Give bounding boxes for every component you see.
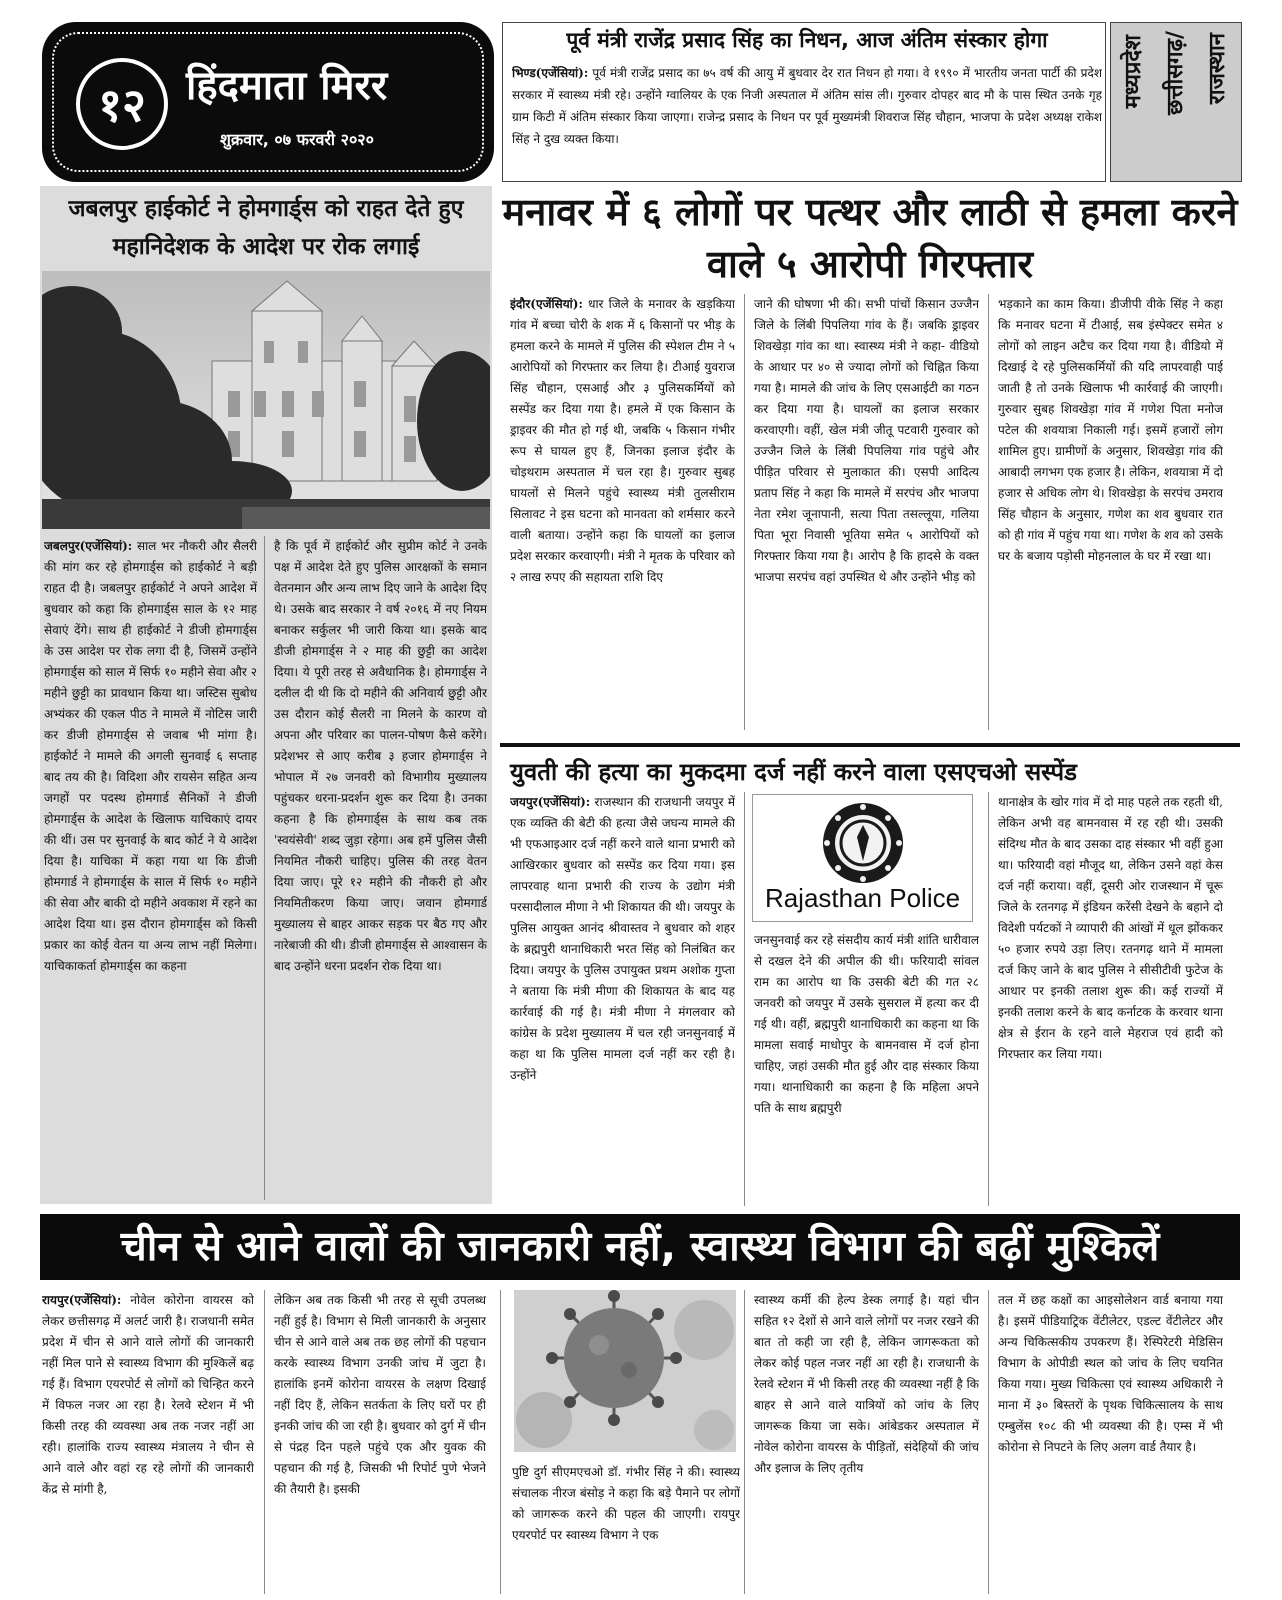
china-divider-2: [500, 1290, 501, 1594]
manawar-column-3: भड़काने का काम किया। डीजीपी वीके सिंह ने कहा कि मनावर घटना में टीआई, सब इंस्पेक्टर समेत ४ लोगों को लाइन अटैच कर दिया गया है। वीडियो में दिखाई दे रहे पुलिसकर्मियों की यदि लापरवाही पाई जाती है तो उनके खिलाफ भी कार्रवाई की जाएगी। गुरुवार सुबह शिवखेड़ा गांव में गणेश पिता मनोज पटेल की शवयात्रा निकाली गई। इसमें हजारों लोग शामिल हुए। ग्रामीणों के अनुसार, शिवखेड़ा गांव की आबादी लगभग एक हजार है। लेकिन, शवयात्रा में दो हजार से अधिक लोग थे। शिवखेड़ा के सरपंच उमराव सिंह चौहान के अनुसार, गणेश का शव बुधवार रात को ही गांव में पहुंच गया था। गणेश के शव को उसके घर के बजाय पड़ोसी मोहनलाल के घर में रखा था।: [998, 297, 1223, 563]
china-headline: चीन से आने वालों की जानकारी नहीं, स्वास्थ्य विभाग की बढ़ीं मुश्किलें: [120, 1222, 1160, 1270]
page-number: १२: [76, 58, 168, 150]
jaipur-column-1: [510, 792, 735, 1206]
rajasthan-police-logo: [752, 794, 973, 922]
china-column-2: लेकिन अब तक किसी भी तरह से सूची उपलब्ध नहीं हुई है। विभाग से मिली जानकारी के अनुसार चीन से आने वाले अब तक छह लोगों की पहचान करके स्वास्थ्य विभाग उनकी जांच में जुटा है। हालांकि इनमें कोरोना वायरस के लक्षण दिखाई नहीं दिए हैं, लेकिन सतर्कता के लिए घरों पर ही इनकी जांच की जा रही है। बुधवार को दुर्ग में चीन से पंद्रह दिन पहले पहुंचे एक और युवक की पहचान की गई है, जिसकी भी रिपोर्ट पुणे भेजने की तैयारी है। इसकी: [274, 1293, 486, 1496]
region-tab: [1110, 22, 1242, 182]
top-story-text: पूर्व मंत्री राजेंद्र प्रसाद का ७५ वर्ष की आयु में बुधवार देर रात निधन हो गया। वे १९९० में भारतीय जनता पार्टी की प्रदेश सरकार में स्वास्थ्य मंत्री रहे। उन्होंने ग्वालियर के एक निजी अस्पताल में अंतिम सांस ली। गुरुवार दोपहर बाद मौ के पास स्थित उनके गृह ग्राम किटी में अंतिम संस्कार किया जाएगा। राजेन्द्र प्रसाद के निधन पर पूर्व मुख्यमंत्री शिवराज सिंह चौहान, भाजपा के प्रदेश अध्यक्ष राकेश सिंह ने दुख व्यक्त किया।: [512, 66, 1102, 146]
china-column-3: पुष्टि दुर्ग सीएमएचओ डॉ. गंभीर सिंह ने की। स्वास्थ्य संचालक नीरज बंसोड़ ने कहा कि बड़े पैमाने पर लोगों को जागरूक करने की पहल की जाएगी। रायपुर एयरपोर्ट पर स्वास्थ्य विभाग ने एक: [512, 1465, 740, 1542]
jaipur-text-1: राजस्थान की राजधानी जयपुर में एक व्यक्ति की बेटी की हत्या जैसे जघन्य मामले की भी एफआइआर दर्ज नहीं करने वाले थाना प्रभारी को आखिरकार बुधवार को सस्पेंड कर दिया गया। इस लापरवाह थाना प्रभारी की राज्य के उद्योग मंत्री परसादीलाल मीणा ने भी शिकायत की थी। जयपुर के पुलिस आयुक्त आनंद श्रीवास्तव ने बुधवार को शहर के ब्रह्मपुरी थानाधिकारी भरत सिंह को निलंबित कर दिया। जयपुर के पुलिस उपायुक्त प्रथम अशोक गुप्ता ने बताया कि मंत्री मीणा की शिकायत के बाद यह कार्रवाई की गई है। मंत्री मीणा ने मंगलवार को कांग्रेस के प्रदेश मुख्यालय में चल रही जनसुनवाई में कहा था कि पुलिस मामला दर्ज नहीं कर रही है। उन्होंने: [510, 795, 735, 1082]
manawar-dateline: इंदौर(एजेंसियां):: [510, 297, 583, 311]
highcourt-headline: जबलपुर हाईकोर्ट ने होमगार्ड्स को राहत देते हुए महानिदेशक के आदेश पर रोक लगाई: [68, 196, 464, 260]
jaipur-top-rule: [500, 743, 1240, 747]
highcourt-column-1: [44, 536, 257, 1200]
highcourt-column-2: है कि पूर्व में हाईकोर्ट और सुप्रीम कोर्ट ने उनके पक्ष में आदेश देते हुए पुलिस आरक्षकों के समान वेतनमान और अन्य लाभ दिए जाने के आदेश दिए थे। उसके बाद सरकार ने वर्ष २०१६ में नए नियम बनाकर सर्कुलर भी जारी किया था। इसके बाद डीजी होमगार्ड्स ने २ माह की छुट्टी का आदेश दिया। ये पूरी तरह से अवैधानिक है। होमगार्ड्स ने दलील दी थी कि दो महीने की अनिवार्य छुट्टी और उस दौरान कोई सैलरी ना मिलने के कारण वो अपना और परिवार का पालन-पोषण कैसे करेंगे। प्रदेशभर से आए करीब ३ हजार होमगार्ड्स ने भोपाल में २७ जनवरी को विभागीय मुख्यालय पहुंचकर धरना-प्रदर्शन शुरू कर दिया है। उनका कहना है कि होमगार्ड्स के साथ कब तक 'स्वयंसेवी' शब्द जुड़ा रहेगा। अब हमें पुलिस जैसी नियमित नौकरी चाहिए। पुलिस की तरह वेतन दिया जाए। पूरे १२ महीने की नौकरी हो और नियमितीकरण किया जाए। जवान होमगार्ड मुख्यालय से बाहर आकर सड़क पर बैठ गए और नारेबाजी की थी। डीजी होमगार्ड्स से आश्वासन के बाद उन्होंने धरना प्रदर्शन रोक दिया था।: [274, 539, 487, 973]
manawar-column-2: जाने की घोषणा भी की। सभी पांचों किसान उज्जैन जिले के लिंबी पिपलिया गांव के हैं। जबकि ड्राइवर शिवखेड़ा गांव का था। स्वास्थ्य मंत्री ने कहा- वीडियो के आधार पर ४० से ज्यादा लोगों को चिह्नित किया गया है। मामले की जांच के लिए एसआईटी का गठन कर दिया गया है। घायलों का इलाज सरकार करवाएगी। वहीं, खेल मंत्री जीतू पटवारी गुरुवार को उज्जैन जिले के लिंबी पिपलिया गांव पहुंचे और पीड़ित परिवार से मुलाकात की। एसपी आदित्य प्रताप सिंह ने कहा कि मामले में सरपंच और भाजपा नेता रमेश जूनापानी, सत्या पिता तसल्लूया, गलिया पिता भूरा निवासी भूतिया समेत ५ आरोपियों को गिरफ्तार किया गया है। आरोप है कि हादसे के वक्त भाजपा सरपंच वहां उपस्थित थे और उन्होंने भीड़ को: [754, 297, 979, 584]
china-text-1: नोवेल कोरोना वायरस को लेकर छत्तीसगढ़ में अलर्ट जारी है। राजधानी समेत प्रदेश में चीन से आने वाले लोगों की जानकारी नहीं मिल पाने से स्वास्थ्य विभाग की मुश्किलें बढ़ गई हैं। विभाग एयरपोर्ट से लोगों को चिन्हित करने में विफल नजर आ रहा है। रेलवे स्टेशन में भी किसी तरह की व्यवस्था अब तक नजर नहीं आ रही। हालांकि राज्य स्वास्थ्य मंत्रालय ने चीन से आने वाले और वहां रह रहे लोगों की जानकारी केंद्र से मांगी है,: [42, 1293, 254, 1496]
jaipur-divider-1: [744, 792, 745, 1206]
china-column-5: तल में छह कक्षों का आइसोलेशन वार्ड बनाया गया है। इसमें पीडियाट्रिक वेंटीलेटर, एडल्ट वेंटीलेटर और अन्य चिकित्सकीय उपकरण हैं। रेस्पिरेटरी मेडिसिन विभाग के ओपीडी स्थल को जांच के लिए चयनित किया गया। मुख्य चिकित्सा एवं स्वास्थ्य अधिकारी ने माना में ३० बिस्तरों के पृथक चिकित्सालय के साथ एम्बुलेंस १०८ की भी व्यवस्था की है। एम्स में भी कोरोना से निपटने के लिए अलग वार्ड तैयार है।: [998, 1293, 1223, 1454]
jaipur-headline: युवती की हत्या का मुकदमा दर्ज नहीं करने वाला एसएचओ सस्पेंड: [510, 758, 1077, 786]
china-column-4: स्वास्थ्य कर्मी की हेल्प डेस्क लगाई है। यहां चीन सहित १२ देशों से आने वाले लोगों पर नजर रखने की बात तो कही जा रही है, लेकिन जागरूकता को लेकर कोई पहल नजर नहीं आ रही है। राजधानी के रेलवे स्टेशन में भी किसी तरह की व्यवस्था नहीं है कि बाहर से आने वाले यात्रियों को जांच के लिए जागरूक किया जा सके। आंबेडकर अस्पताल में नोवेल कोरोना वायरस के पीड़ितों, संदेहियों की जांच और इलाज के लिए तृतीय: [754, 1293, 979, 1475]
china-divider-3: [744, 1290, 745, 1594]
police-emblem-icon: [821, 801, 905, 885]
coronavirus-photo: [514, 1290, 736, 1452]
manawar-text-1: धार जिले के मनावर के खड़किया गांव में बच्चा चोरी के शक में ६ किसानों पर भीड़ के हमला करने के मामले में पुलिस की स्पेशल टीम ने ५ आरोपियों को गिरफ्तार कर लिया है। टीआई युवराज सिंह चौहान, एसआई और ३ पुलिसकर्मियों को सस्पेंड कर दिया गया है। हमले में एक किसान के ड्राइवर की मौत हो गई थी, जबकि ५ किसान गंभीर रूप से घायल हुए हैं, जिनका इलाज इंदौर के चोइथराम अस्पताल में चल रहा है। गुरुवार सुबह घायलों से मिलने पहुंचे स्वास्थ्य मंत्री तुलसीराम सिलावट ने इस घटना को मानवता को शर्मसार करने वाली बताया। उन्होंने कहा कि घायलों का इलाज प्रदेश सरकार करवाएगी। मंत्री ने मृतक के परिवार को २ लाख रुपए की सहायता राशि दिए: [510, 297, 735, 584]
jaipur-column-3: थानाक्षेत्र के खोर गांव में दो माह पहले तक रहती थी, लेकिन अभी वह बामनवास में रह रही थी। उसकी संदिग्ध मौत के बाद उसका दाह संस्कार भी वहीं हुआ था। फरियादी वहां मौजूद था, लेकिन उसने वहां केस दर्ज नहीं कराया। वहीं, दूसरी ओर राजस्थान में चूरू जिले के रतनगढ़ में इंडियन करेंसी देखने के बहाने दो विदेशी पर्यटकों ने व्यापारी की आंखों में धूल झोंककर ५० हजार रुपये उड़ा लिए। रतनगढ़ थाने में मामला दर्ज किए जाने के बाद पुलिस ने सीसीटीवी फुटेज के आधार पर इनकी तलाश शुरू की। कई राज्यों में इनकी तलाश करने के बाद कर्नाटक के करवार थाना क्षेत्र से ईरान के रहने वाले मेहराज एवं हादी को गिरफ्तार कर लिया गया।: [998, 795, 1223, 1061]
jaipur-divider-2: [988, 792, 989, 1206]
china-divider-4: [988, 1290, 989, 1594]
top-story-body: [512, 62, 1102, 180]
police-logo-text: Rajasthan Police: [764, 883, 961, 913]
highcourt-text-1: साल भर नौकरी और सैलरी की मांग कर रहे होमगार्ड्स को हाईकोर्ट ने बड़ी राहत दी है। जबलपुर हाईकोर्ट ने अपने आदेश में बुधवार को कहा कि होमगार्ड्स साल के १२ माह सेवाएं देंगे। साथ ही हाईकोर्ट ने डीजी होमगार्ड्स के उस आदेश पर रोक लगा दी है, जिसमें उन्होंने होमगार्ड्स को साल में सिर्फ १० महीने सेवा और २ महीने छुट्टी का प्रावधान किया था। जस्टिस सुबोध अभ्यंकर की एकल पीठ ने मामले में नोटिस जारी कर डीजी होमगार्ड्स से जवाब भी मांगा है। हाईकोर्ट ने मामले की अगली सुनवाई ६ सप्ताह बाद तय की है। विदिशा और रायसेन सहित अन्य जगहों पर पदस्थ होमगार्ड सैनिकों ने डीजी होमगार्ड्स के आदेश के खिलाफ याचिकाएं दायर की थीं। उस पर सुनवाई के बाद कोर्ट ने ये आदेश दिया है। याचिका में कहा गया था कि डीजी होमगार्ड ने होमगार्ड्स के साल में सिर्फ १० महीने की सेवा और बाकी दो महीने अवकाश में रहने का आदेश दिया था। इस दौरान होमगार्ड्स को किसी प्रकार का कोई वेतन या अन्य लाभ नहीं मिलेगा। याचिकाकर्ता होमगार्ड्स का कहना: [44, 539, 257, 973]
region-mp: मध्यप्रदेश: [1121, 35, 1146, 109]
jaipur-dateline: जयपुर(एजेंसियां):: [510, 795, 591, 809]
top-story-dateline: भिण्ड(एजेंसियां):: [512, 66, 589, 80]
china-dateline: रायपुर(एजेंसियां):: [42, 1293, 122, 1307]
highcourt-column-divider: [264, 536, 265, 1200]
highcourt-dateline: जबलपुर(एजेंसियां):: [44, 539, 133, 553]
manawar-column-1: [510, 294, 735, 730]
china-column-1: [42, 1290, 254, 1594]
issue-date: शुक्रवार, ०७ फरवरी २०२०: [220, 130, 374, 149]
paper-name: हिंदमाता मिरर: [186, 63, 388, 109]
manawar-headline: मनावर में ६ लोगों पर पत्थर और लाठी से हमला करने वाले ५ आरोपी गिरफ्तार: [502, 190, 1238, 286]
highcourt-building-photo: [42, 271, 490, 529]
region-rj: राजस्थान: [1205, 33, 1230, 105]
jaipur-column-2: जनसुनवाई कर रहे संसदीय कार्य मंत्री शांति धारीवाल से दखल देने की अपील की थी। फरियादी सांवल राम का आरोप था कि उसकी बेटी की गत २८ जनवरी को जयपुर में उसके सुसराल में हत्या कर दी गई थी। वहीं, ब्रह्मपुरी थानाधिकारी का कहना था कि मामला सवाई माधोपुर के बामनवास में दर्ज होना चाहिए, जहां उसकी मौत हुई और दाह संस्कार किया गया। थानाधिकारी का कहना है कि महिला अपने पति के साथ ब्रह्मपुरी: [754, 933, 979, 1115]
manawar-divider-2: [988, 294, 989, 730]
top-story-headline: पूर्व मंत्री राजेंद्र प्रसाद सिंह का निधन, आज अंतिम संस्कार होगा: [566, 28, 1048, 52]
region-cg: छत्तीसगढ़/: [1163, 31, 1188, 116]
china-divider-1: [264, 1290, 265, 1594]
manawar-divider-1: [744, 294, 745, 730]
